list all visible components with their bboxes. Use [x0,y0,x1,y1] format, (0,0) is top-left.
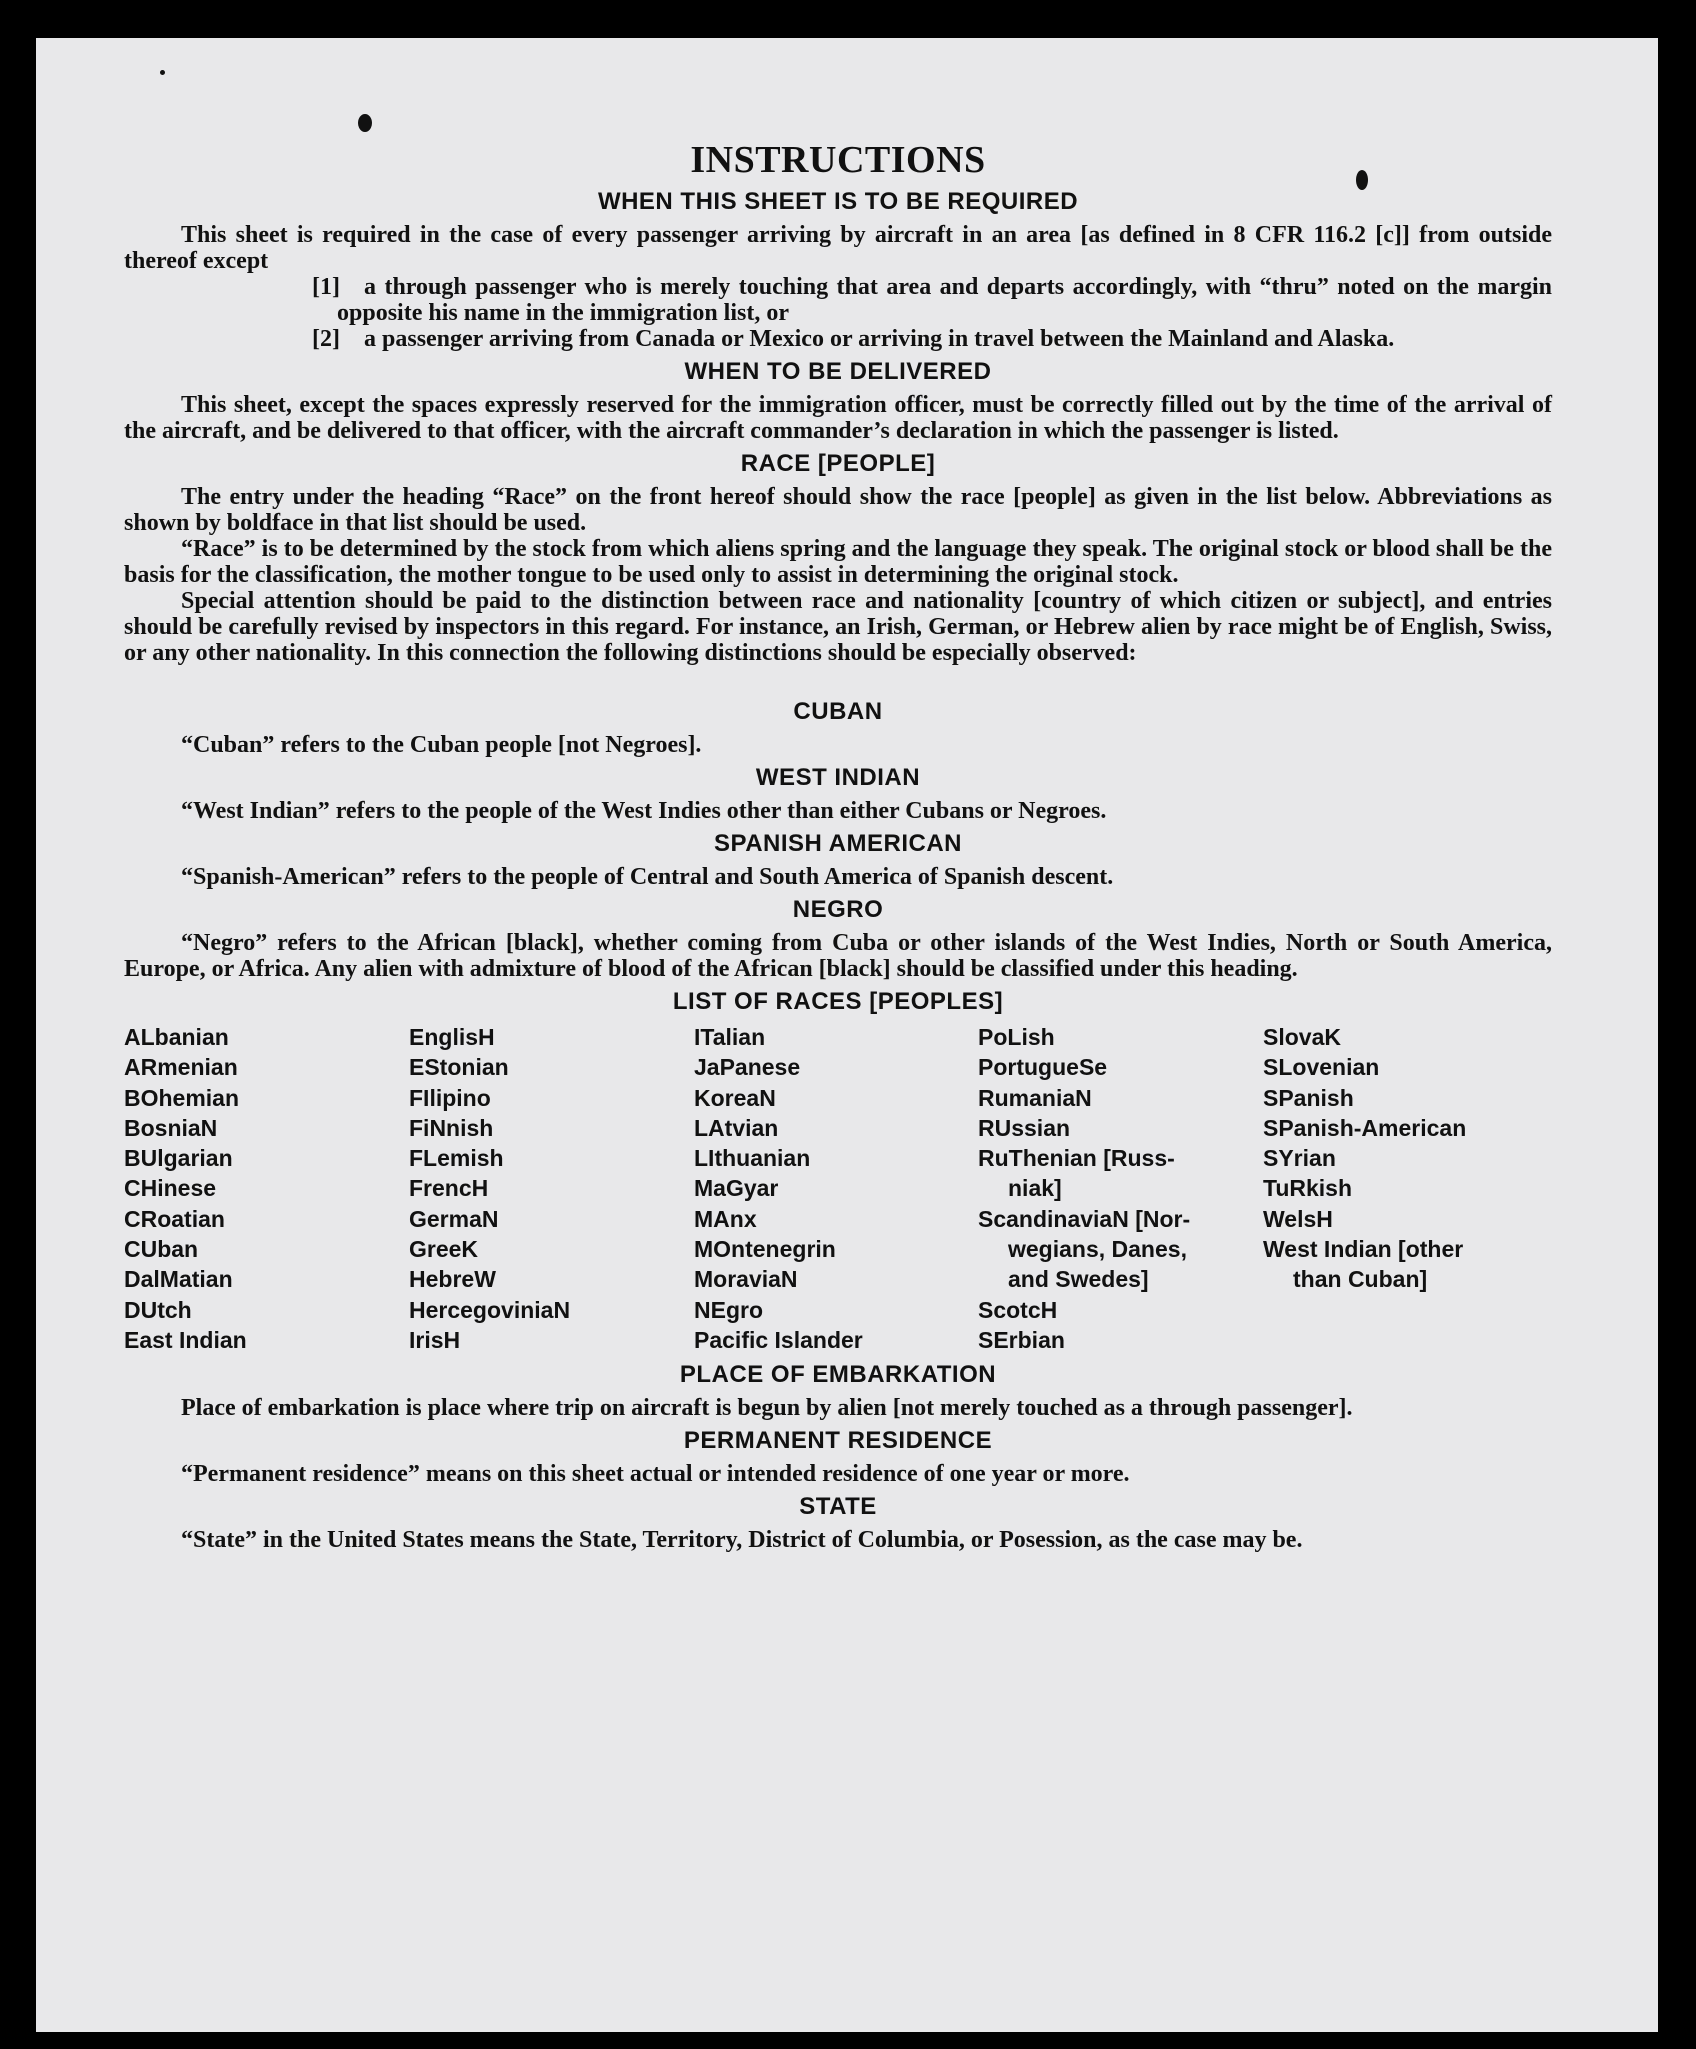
race-entry: ALbanian [124,1024,229,1050]
race-entry: MOntenegrin [694,1236,836,1263]
race-entry: GreeK [409,1236,479,1263]
race-paragraph-3: Special attention should be paid to the distinction between race and nationality [country of which citizen or subject], and entries should be carefully revised by inspectors in this regard. For instance, an Irish, German, or Hebrew alien by race might be of English, Swiss, or any other nationality. In this connection the following distinctions should be especially observed: [124,588,1552,666]
race-column [978,1022,1263,1355]
heading-west-indian: WEST INDIAN [755,764,921,791]
heading-negro: NEGRO [792,896,884,923]
heading-state: STATE [799,1493,877,1521]
race-entry: TuRkish [1263,1175,1353,1202]
race-entry: LAtvian [694,1114,779,1141]
race-entry: PortugueSe [978,1054,1108,1081]
heading-embarkation: PLACE OF EMBARKATION [679,1361,997,1389]
race-entry: and Swedes] [1008,1266,1149,1293]
heading-when-delivered: WHEN TO BE DELIVERED [684,358,992,385]
race-paragraph-2: “Race” is to be determined by the stock from which aliens spring and the language they speak. The original stock or blood shall be the basis for the classification, the mother tongue to be used only to assist in determining the original stock. [124,536,1552,588]
race-entry: CUban [124,1236,199,1263]
race-entry: than Cuban] [1293,1266,1428,1293]
race-column [409,1022,694,1355]
heading-when-required: WHEN THIS SHEET IS TO BE REQUIRED [597,188,1079,215]
west-indian-text: “West Indian” refers to the people of the West Indies other than either Cubans or Negroes. [181,798,1107,824]
race-entry: WelsH [1263,1205,1333,1232]
instructions-document [124,138,1552,1553]
embarkation-text: Place of embarkation is place where trip on aircraft is begun by alien [not merely touched as a through passenger]. [181,1395,1353,1422]
race-entry: SErbian [978,1326,1065,1353]
cuban-text: “Cuban” refers to the Cuban people [not Negroes]. [181,732,702,758]
race-entry: IrisH [409,1326,461,1353]
race-entry: DalMatian [124,1266,233,1293]
race-entry: MaGyar [694,1175,779,1202]
race-entry: LIthuanian [694,1145,811,1172]
when-required-intro: This sheet is required in the case of every passenger arriving by aircraft in an area [as defined in 8 CFR 116.2 [c]] from outside thereof except [124,222,1552,274]
negro-text: “Negro” refers to the African [black], whether coming from Cuba or other islands of the West Indies, North or South America, Europe, or Africa. Any alien with admixture of blood of the African [black] should be classified under this heading. [124,930,1552,982]
exception-item-1 [124,274,1552,326]
race-entry: PoLish [978,1024,1055,1050]
race-entry: ITalian [694,1024,766,1050]
race-entry: FrencH [409,1175,489,1202]
race-list [124,1022,1552,1355]
race-entry: Pacific Islander [694,1326,863,1353]
race-entry: FiNnish [409,1114,494,1141]
item-text: a passenger arriving from Canada or Mexico or arriving in travel between the Mainland and Alaska. [364,326,1395,352]
race-entry: JaPanese [694,1054,801,1081]
race-entry: FLemish [409,1145,504,1172]
race-entry: wegians, Danes, [1008,1236,1187,1263]
race-entry: KoreaN [694,1084,776,1111]
item-number: [1] [312,274,340,300]
race-entry: HebreW [409,1266,496,1293]
race-entry: SPanish [1263,1084,1354,1111]
item-number: [2] [312,326,340,352]
race-paragraph-1: The entry under the heading “Race” on the front hereof should show the race [people] as given in the list below. Abbreviations as shown by boldface in that list should be used. [124,484,1552,536]
race-entry: HercegoviniaN [409,1296,571,1323]
heading-list-of-races: LIST OF RACES [PEOPLES] [672,988,1004,1015]
heading-spanish-american: SPANISH AMERICAN [713,830,962,857]
race-entry: FIlipino [409,1084,491,1111]
heading-cuban: CUBAN [793,698,883,725]
race-entry: CHinese [124,1175,217,1202]
page-title: INSTRUCTIONS [690,139,986,181]
race-entry: BOhemian [124,1084,240,1111]
ink-spot [358,114,372,132]
race-entry: CRoatian [124,1205,225,1232]
race-entry: BosniaN [124,1114,218,1141]
race-entry: DUtch [124,1296,192,1323]
race-entry: ARmenian [124,1054,238,1081]
when-delivered-text: This sheet, except the spaces expressly reserved for the immigration officer, must be correctly filled out by the time of the arrival of the aircraft, and be delivered to that officer, with the aircraft commander’s declaration in which the passenger is listed. [124,392,1552,444]
race-entry: RuThenian [Russ- [978,1145,1175,1172]
spanish-american-text: “Spanish-American” refers to the people of Central and South America of Spanish descent. [181,864,1114,890]
race-entry: West Indian [other [1263,1236,1464,1263]
item-text: a through passenger who is merely touching that area and departs accordingly, with “thru” noted on the margin opposite his name in the immigration list, or [337,274,1552,326]
race-entry: RUssian [978,1114,1071,1141]
race-entry: East Indian [124,1326,247,1353]
state-text: “State” in the United States means the State, Territory, District of Columbia, or Posession, as the case may be. [181,1527,1303,1554]
race-entry: NEgro [694,1296,763,1323]
race-entry: EnglisH [409,1024,495,1050]
race-entry: SlovaK [1263,1024,1341,1050]
race-entry: GermaN [409,1205,499,1232]
exception-item-2 [124,326,1552,352]
race-entry: SYrian [1263,1145,1336,1172]
race-entry: SPanish-American [1263,1114,1467,1141]
permanent-residence-text: “Permanent residence” means on this sheet actual or intended residence of one year or more. [181,1461,1130,1488]
race-entry: BUlgarian [124,1145,233,1172]
race-entry: ScandinaviaN [Nor- [978,1205,1191,1232]
race-entry: RumaniaN [978,1084,1092,1111]
ink-spot [160,70,165,75]
heading-race: RACE [PEOPLE] [740,450,936,477]
race-entry: MoraviaN [694,1266,798,1293]
race-entry: MAnx [694,1205,757,1232]
race-column [1263,1022,1552,1355]
race-entry: SLovenian [1263,1054,1380,1081]
race-column [124,1022,409,1355]
race-entry: niak] [1008,1175,1062,1202]
heading-permanent-residence: PERMANENT RESIDENCE [683,1427,993,1455]
document-sheet [36,38,1658,2032]
race-entry: ScotcH [978,1296,1058,1323]
race-column [694,1022,978,1355]
race-entry: EStonian [409,1054,509,1081]
